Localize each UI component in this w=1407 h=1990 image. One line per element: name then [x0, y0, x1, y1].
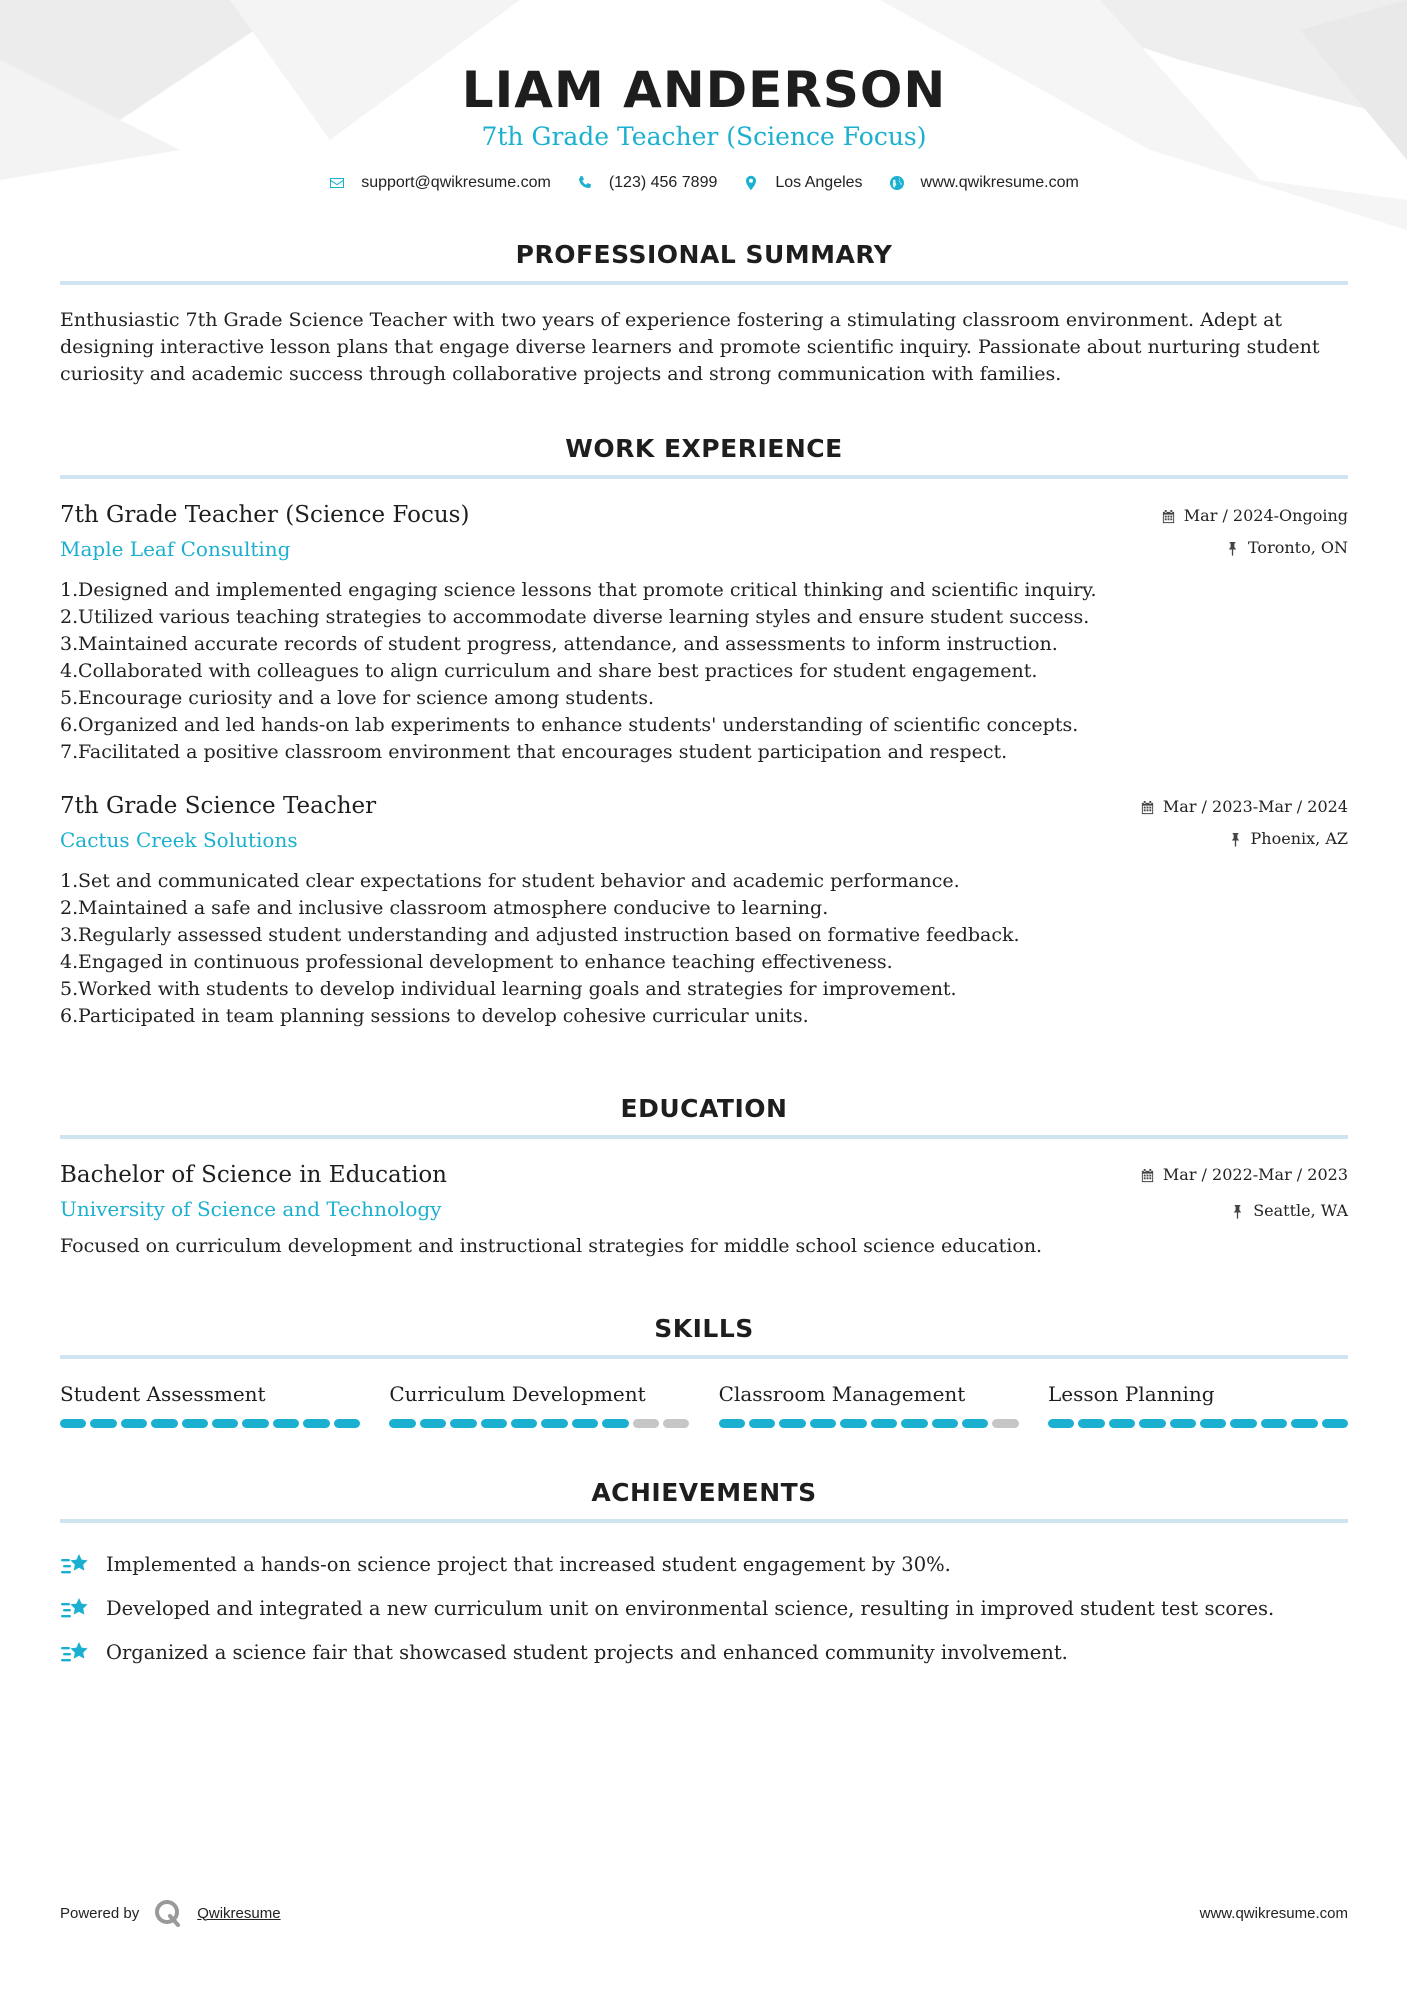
- skill-segment-filled: [1322, 1419, 1348, 1428]
- candidate-title: 7th Grade Teacher (Science Focus): [481, 122, 927, 151]
- achievement-text: Implemented a hands-on science project that increased student engagement by 30%.: [106, 1553, 951, 1576]
- envelope-icon: [329, 175, 345, 191]
- skill-item: [389, 1381, 689, 1428]
- list-item: 3. Regularly assessed student understanding and adjusted instruction based on formative feedback.: [60, 924, 1020, 946]
- phone-text: (123) 456 7899: [608, 174, 718, 191]
- section-divider: [60, 475, 1348, 479]
- skill-segment-filled: [1291, 1419, 1317, 1428]
- skill-level-bar: [1048, 1419, 1348, 1428]
- school-name: University of Science and Technology: [60, 1197, 442, 1221]
- shooting-star-icon: [60, 1551, 92, 1579]
- achievement-text: Organized a science fair that showcased student projects and enhanced community involvement.: [106, 1641, 1068, 1664]
- skill-segment-filled: [719, 1419, 745, 1428]
- globe-icon: [889, 175, 905, 191]
- list-item: 2. Utilized various teaching strategies to accommodate diverse learning styles and ensure student success.: [60, 606, 1090, 628]
- powered-by: [60, 1898, 281, 1928]
- education-heading: EDUCATION: [620, 1094, 788, 1123]
- achievement-text: Developed and integrated a new curriculum unit on environmental science, resulting in improved student test scores.: [106, 1597, 1275, 1620]
- skill-segment-filled: [334, 1419, 360, 1428]
- skill-segment-filled: [810, 1419, 836, 1428]
- skill-item: [60, 1381, 360, 1428]
- skill-segment-filled: [60, 1419, 86, 1428]
- skill-segment-empty: [992, 1419, 1018, 1428]
- skill-segment-filled: [1078, 1419, 1104, 1428]
- candidate-name: LIAM ANDERSON: [461, 61, 947, 119]
- education-description: Focused on curriculum development and instructional strategies for middle school science education.: [60, 1235, 1043, 1257]
- education-dates-text: Mar / 2022-Mar / 2023: [1162, 1165, 1348, 1184]
- degree-title: Bachelor of Science in Education: [60, 1162, 447, 1188]
- skills-grid: [60, 1381, 1348, 1428]
- section-divider: [60, 1135, 1348, 1139]
- skill-level-bar: [389, 1419, 689, 1428]
- skill-segment-filled: [871, 1419, 897, 1428]
- section-divider: [60, 1519, 1348, 1523]
- experience-section: [60, 434, 1348, 1030]
- skill-segment-filled: [1170, 1419, 1196, 1428]
- list-item: 4. Engaged in continuous professional development to enhance teaching effectiveness.: [60, 951, 893, 973]
- contact-phone[interactable]: [577, 174, 718, 192]
- list-item: 4. Collaborated with colleagues to align curriculum and share best practices for student engagement.: [60, 660, 1038, 682]
- powered-by-label: Powered by: [60, 1904, 140, 1922]
- job-duties: [60, 577, 1348, 766]
- list-item: 7. Facilitated a positive classroom environment that encourages student participation and respect.: [60, 741, 1008, 763]
- job-dates-text: Mar / 2024-Ongoing: [1183, 506, 1348, 525]
- skill-item: [719, 1381, 1019, 1428]
- skill-segment-filled: [242, 1419, 268, 1428]
- education-location-text: Seattle, WA: [1253, 1201, 1348, 1220]
- email-text: support@qwikresume.com: [361, 174, 551, 191]
- skill-segment-filled: [273, 1419, 299, 1428]
- skill-segment-filled: [151, 1419, 177, 1428]
- skill-segment-filled: [1109, 1419, 1135, 1428]
- skill-segment-filled: [932, 1419, 958, 1428]
- pushpin-icon: [1230, 1204, 1245, 1219]
- achievement-item: [60, 1543, 1348, 1587]
- shooting-star-icon: [60, 1639, 92, 1667]
- map-pin-icon: [743, 175, 759, 191]
- list-item: 5. Encourage curiosity and a love for science among students.: [60, 687, 655, 709]
- skill-segment-filled: [749, 1419, 775, 1428]
- job-dates: [1140, 797, 1348, 817]
- experience-heading: WORK EXPERIENCE: [565, 434, 843, 463]
- skill-segment-filled: [420, 1419, 446, 1428]
- job-company: Cactus Creek Solutions: [60, 828, 298, 852]
- job-location-text: Toronto, ON: [1248, 538, 1348, 557]
- skill-segment-filled: [481, 1419, 507, 1428]
- skills-heading: SKILLS: [654, 1314, 754, 1343]
- skill-segment-empty: [663, 1419, 689, 1428]
- skill-segment-filled: [121, 1419, 147, 1428]
- achievement-item: [60, 1631, 1348, 1675]
- list-item: 5. Worked with students to develop individual learning goals and strategies for improvement.: [60, 978, 957, 1000]
- education-dates: [1140, 1165, 1348, 1185]
- achievements-heading: ACHIEVEMENTS: [591, 1478, 817, 1507]
- skill-segment-filled: [602, 1419, 628, 1428]
- contact-website[interactable]: [889, 174, 1079, 192]
- calendar-icon: [1161, 509, 1176, 524]
- skill-segment-filled: [1048, 1419, 1074, 1428]
- skill-segment-filled: [1230, 1419, 1256, 1428]
- achievements-list: [60, 1543, 1348, 1675]
- skills-section: [60, 1314, 1348, 1428]
- list-item: 1. Set and communicated clear expectations for student behavior and academic performance.: [60, 870, 960, 892]
- job-company: Maple Leaf Consulting: [60, 537, 291, 561]
- skill-segment-filled: [450, 1419, 476, 1428]
- calendar-icon: [1140, 800, 1155, 815]
- summary-section: [60, 240, 1348, 388]
- page-footer: [60, 1898, 1348, 1928]
- job-dates: [1161, 506, 1348, 526]
- job-dates-text: Mar / 2023-Mar / 2024: [1162, 797, 1348, 816]
- skill-name: Lesson Planning: [1047, 1382, 1215, 1406]
- skill-segment-filled: [572, 1419, 598, 1428]
- qwikresume-logo-icon: [153, 1898, 183, 1928]
- job-location: [1161, 538, 1348, 558]
- website-text: www.qwikresume.com: [920, 174, 1079, 191]
- skill-name: Curriculum Development: [389, 1382, 646, 1406]
- list-item: 2. Maintained a safe and inclusive classroom atmosphere conducive to learning.: [60, 897, 829, 919]
- job-entry: [60, 501, 1348, 766]
- skill-segment-filled: [1139, 1419, 1165, 1428]
- contact-location: [743, 174, 862, 192]
- resume-header: [60, 0, 1348, 192]
- skill-segment-filled: [511, 1419, 537, 1428]
- skill-segment-filled: [389, 1419, 415, 1428]
- skill-segment-filled: [303, 1419, 329, 1428]
- skill-segment-filled: [1261, 1419, 1287, 1428]
- phone-icon: [577, 175, 593, 191]
- skill-segment-filled: [840, 1419, 866, 1428]
- skill-name: Classroom Management: [718, 1382, 966, 1406]
- calendar-icon: [1140, 1168, 1155, 1183]
- job-location-text: Phoenix, AZ: [1250, 829, 1348, 848]
- skill-segment-filled: [1200, 1419, 1226, 1428]
- brand-link[interactable]: Qwikresume: [197, 1904, 281, 1922]
- job-title: 7th Grade Teacher (Science Focus): [60, 502, 470, 528]
- achievement-item: [60, 1587, 1348, 1631]
- skill-segment-filled: [901, 1419, 927, 1428]
- list-item: 6. Organized and led hands-on lab experiments to enhance students' understanding of scientific concepts.: [60, 714, 1079, 736]
- skill-segment-filled: [90, 1419, 116, 1428]
- achievements-section: [60, 1478, 1348, 1675]
- summary-text: Enthusiastic 7th Grade Science Teacher with two years of experience fostering a stimulating classroom environment. Adept at designing interactive lesson plans that engage diverse learners and promote scientific inquiry. Passionate about nurturing student curiosity and academic success through collaborative projects and strong communication with families.: [60, 309, 1320, 385]
- skill-segment-filled: [182, 1419, 208, 1428]
- footer-website[interactable]: www.qwikresume.com: [1199, 1904, 1348, 1922]
- skill-segment-filled: [212, 1419, 238, 1428]
- pushpin-icon: [1225, 541, 1240, 556]
- contact-email[interactable]: [329, 174, 551, 192]
- pushpin-icon: [1228, 832, 1243, 847]
- resume-page: [60, 0, 1348, 1675]
- education-location: [1140, 1201, 1348, 1221]
- skill-level-bar: [60, 1419, 360, 1428]
- skill-segment-filled: [779, 1419, 805, 1428]
- skill-level-bar: [719, 1419, 1019, 1428]
- list-item: 6. Participated in team planning sessions to develop cohesive curricular units.: [60, 1005, 809, 1027]
- education-entry: [60, 1161, 1348, 1260]
- contact-bar: [60, 174, 1348, 192]
- shooting-star-icon: [60, 1595, 92, 1623]
- job-location: [1140, 829, 1348, 849]
- job-title: 7th Grade Science Teacher: [60, 793, 377, 819]
- summary-heading: PROFESSIONAL SUMMARY: [515, 240, 893, 269]
- skill-segment-filled: [962, 1419, 988, 1428]
- section-divider: [60, 1355, 1348, 1359]
- skill-item: [1048, 1381, 1348, 1428]
- list-item: 3. Maintained accurate records of student progress, attendance, and assessments to inform instruction.: [60, 633, 1058, 655]
- skill-segment-filled: [541, 1419, 567, 1428]
- skill-segment-empty: [633, 1419, 659, 1428]
- job-entry: [60, 792, 1348, 1030]
- section-divider: [60, 281, 1348, 285]
- list-item: 1. Designed and implemented engaging science lessons that promote critical thinking and scientific inquiry.: [60, 579, 1097, 601]
- skill-name: Student Assessment: [60, 1382, 266, 1406]
- location-text: Los Angeles: [775, 174, 863, 191]
- education-section: [60, 1094, 1348, 1260]
- job-duties: [60, 868, 1348, 1030]
